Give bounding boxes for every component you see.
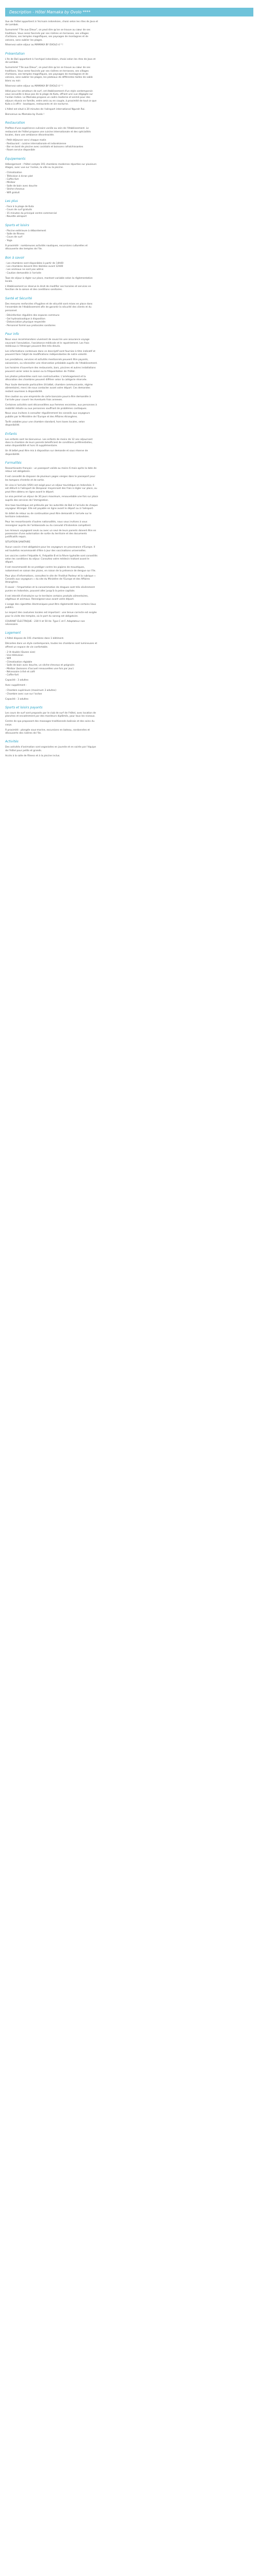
list-item: - Climatisation réglable — [5, 661, 98, 664]
list-item: - Piscine extérieure à débordement — [5, 230, 98, 233]
paragraph: Nous vous invitons à consulter régulièrement les conseils aux voyageurs publiés par le Ministère de l'Europe et des Affaires étrangères. — [5, 412, 90, 418]
list-item: - Salle de bain avec douche — [5, 185, 98, 188]
list-item: - Distanciation physique respectée — [5, 321, 98, 324]
list-item: - Caution demandée à l'arrivée — [5, 272, 98, 275]
paragraph: Les enfants sont les bienvenus. Les enfants de moins de 12 ans séjournant dans la chambre de leurs parents bénéficient de conditions préférentielles, selon disponibilité et hors lit supplémentaire. — [5, 438, 93, 448]
list-item: - Chambre avec vue sur l'océan — [5, 693, 98, 696]
paragraph: Surnommé "l'île aux Dieux", on peut dire qu'on se trouve au cœur de ses traditions. Vous serez fascinés par ses rizières en terrasses, ses villages d'artisans, ses temples magnifiques, ses paysages de montagnes et de volcans, sans oublier les plages, les plateaux de différentes tailles de sable blanc ou noir. — [5, 66, 93, 82]
paragraph: À proximité : plongée sous-marine, excursions en bateau, randonnées et découverte des rizières de l'île. — [5, 728, 90, 735]
list-item: - Une télévision — [5, 654, 98, 657]
list-item: - Minibar — [5, 181, 98, 184]
list-item: - Coffre-fort — [5, 674, 98, 677]
list-item: - 2 lit double (Queen size) — [5, 651, 98, 654]
list-item: - Restaurant : cuisine internationale et indonésienne — [5, 143, 98, 146]
paragraph: À proximité : nombreuses activités nautiques, excursions culturelles et découverte des temples de l'île. — [5, 244, 88, 251]
list-item: - Cours de surf gratuits — [5, 209, 98, 212]
paragraph: SITUATION SANITAIRE — [5, 541, 30, 544]
bullet-list — [5, 689, 98, 696]
list-item: - Face à la plage de Kuta — [5, 206, 98, 209]
paragraph: Les horaires d'ouverture des restaurants, bars, piscines et autres installations peuvent varier selon la saison ou la fréquentation de l'hôtel. — [5, 367, 96, 373]
paragraph: Il est conseillé de disposer de plusieurs pages vierges dans le passeport pour les tampons d'entrée et de sortie. — [5, 476, 95, 482]
paragraph: Bienvenue au Mamaka by Ovolo ! — [5, 113, 44, 116]
paragraph: Vue de l'hôtel appartient à l'écrivain indonésien, choisi selon les rites de Java et de Lombok. — [5, 21, 98, 27]
list-item: - Salle de fitness — [5, 233, 98, 236]
section — [5, 432, 98, 457]
list-item: - Nécessaire à thé et café — [5, 671, 98, 674]
paragraph: COURANT ÉLECTRIQUE : 230 V et 50 Hz. Type C et F. Adaptateur non nécessaire. — [5, 620, 85, 626]
list-item: - 15 minutes du principal centre commercial — [5, 212, 98, 215]
section-heading: Enfants — [5, 432, 17, 436]
paragraph: Un billet de retour ou de continuation peut être demandé à l'arrivée sur le territoire indonésien. — [5, 513, 92, 519]
bullet-list — [5, 139, 98, 152]
paragraph: L'hôtel est situé à 20 minutes de l'aéroport international Ngurah Rai. — [5, 108, 86, 111]
bullet-list — [5, 230, 98, 243]
paragraph: Réservez votre séjour au MAMAKA BY OVOLO 4 * ! — [5, 44, 63, 47]
list-item: - Yoga — [5, 240, 98, 243]
paragraph: À savoir : l'importation et la consommation de drogues sont très sévèrement punies en Indonésie, pouvant aller jusqu'à la peine capitale. — [5, 586, 95, 592]
paragraph: Les informations contenues dans ce descriptif sont fournies à titre indicatif et peuvent faire l'objet de modifications indépendantes de notre volonté. — [5, 350, 95, 357]
section-heading: Pour info — [5, 332, 19, 336]
paragraph: Les prestations, services et activités mentionnés peuvent être payants, saisonniers, ou nécessiter une réservation préalable auprès de l'établissement. — [5, 359, 98, 365]
section-heading: Équipements — [5, 157, 26, 161]
section-heading: Bon à savoir — [5, 256, 25, 260]
section — [5, 461, 98, 626]
list-item: - Climatisation — [5, 172, 98, 175]
paragraph: Taxe de séjour à régler sur place, montant variable selon la réglementation locale. — [5, 277, 93, 283]
list-item: - Les chambres doivent être libérées avant 12h00 — [5, 265, 98, 268]
list-item: - Minibar (boissons d'accueil renouvelées une fois par jour) — [5, 668, 98, 671]
bullet-list — [5, 651, 98, 677]
paragraph: Aucun vaccin n'est obligatoire pour les voyageurs en provenance d'Europe. Il est toutefois recommandé d'être à jour des vaccinations universelles. — [5, 546, 95, 552]
paragraph: Il est interdit d'introduire sur le territoire certains produits alimentaires, végétaux et animaux. Renseignez-vous avant votre départ. — [5, 595, 89, 601]
paragraph: L'usage des cigarettes électroniques peut être réglementé dans certains lieux publics. — [5, 603, 96, 609]
list-item: - Wifi — [5, 657, 98, 660]
bullet-list — [5, 206, 98, 219]
paragraph: Capacité : 3 adultes — [5, 679, 29, 682]
list-item: - Télévision à écran plat — [5, 175, 98, 178]
paragraph: L'établissement se réserve le droit de modifier ses horaires et services en fonction de la saison et des conditions sanitaires. — [5, 285, 91, 292]
paragraph: Décorées dans un style contemporain, toutes les chambres sont lumineuses et offrent un espace de vie confortable. — [5, 642, 98, 649]
paragraph: Certaines activités sont déconseillées aux femmes enceintes, aux personnes à mobilité réduite ou aux personnes souffrant de problèmes cardiaques. — [5, 404, 97, 410]
paragraph: Pour toute demande particulière (lit bébé, chambre communicante, régime alimentaire), merci de nous contacter avant votre départ. Ces demandes restent soumises à disponibilité. — [5, 384, 93, 393]
section — [5, 199, 98, 219]
paragraph: L'île de Bali appartient à l'archipel indonésien, choisi selon les rites de Java et de Lombok. — [5, 58, 96, 64]
section-heading: Logement — [5, 631, 21, 635]
list-item: - Petit-déjeuner servi chaque matin — [5, 139, 98, 142]
list-item: - Sèche-cheveux — [5, 188, 98, 191]
section-heading: Restauration — [5, 121, 25, 125]
paragraph: Des mesures renforcées d'hygiène et de sécurité sont mises en place dans l'ensemble de l'établissement afin de garantir la sécurité des clients et du personnel. — [5, 302, 93, 312]
bullet-list — [5, 262, 98, 276]
paragraph: Pour plus d'informations, consultez le site de l'Institut Pasteur et la rubrique « Conseils aux voyageurs » du site du Ministère de l'Europe et des Affaires étrangères. — [5, 574, 96, 584]
paragraph: L'hôtel dispose de 191 chambres dans 1 bâtiment. — [5, 637, 64, 640]
list-item: - Les chambres sont disponibles à partir de 14h00 — [5, 262, 98, 265]
list-item: - Personnel formé aux protocoles sanitaires — [5, 325, 98, 328]
paragraph: Nous vous recommandons vivement de souscrire une assurance voyage couvrant l'annulation, l'assistance médicale et le rapatriement. Les frais médicaux à l'étranger peuvent être très élevés. — [5, 338, 90, 348]
paragraph: Le respect des coutumes locales est important : une tenue correcte est exigée pour la visite des temples, où le port du sarong est obligatoire. — [5, 612, 97, 618]
paragraph: Profitez d'une expérience culinaire variée au sein de l'établissement. Le restaurant de l'hôtel propose une cuisine internationale et des spécialités locales, dans une ambiance décontractée. — [5, 127, 91, 137]
paragraph: Tarifs valables pour une chambre standard, hors taxes locales, selon disponibilité. — [5, 420, 85, 427]
section — [5, 706, 98, 735]
paragraph: Les photos présentées sont non contractuelles. L'aménagement et la décoration des chambres peuvent différer selon la catégorie réservée. — [5, 375, 87, 382]
section-heading: Activités — [5, 740, 19, 744]
paragraph: Un lit bébé peut être mis à disposition sur demande et sous réserve de disponibilité. — [5, 450, 88, 456]
list-item: - Cours de surf — [5, 236, 98, 239]
section — [5, 631, 98, 701]
paragraph: Avec supplément : — [5, 684, 27, 687]
section — [5, 157, 98, 195]
page-title-bar — [5, 8, 253, 16]
list-item: - Room service disponible — [5, 149, 98, 152]
section — [5, 52, 98, 117]
bullet-list — [5, 314, 98, 328]
paragraph: Ressortissants français : un passeport valide au moins 6 mois après la date de retour est obligatoire. — [5, 467, 96, 473]
paragraph: Centre de spa proposant des massages traditionnels balinais et des soins du corps. — [5, 720, 94, 726]
paragraph: Réservez votre séjour au MAMAKA BY OVOLO 4 * ! — [5, 84, 63, 88]
paragraph: Le visa permet un séjour de 30 jours maximum, renouvelable une fois sur place auprès des services de l'immigration. — [5, 496, 98, 502]
page-title: Description - Hôtel Mamaka by Ovolo **** — [9, 10, 91, 14]
section-heading: Sports et loisirs payants — [5, 705, 43, 709]
section — [5, 121, 98, 152]
paragraph: Capacité : 3 adultes — [5, 698, 29, 701]
section — [5, 332, 98, 427]
paragraph: Une caution ou une empreinte de carte bancaire pourra être demandée à l'arrivée pour couvrir les éventuels frais annexes. — [5, 395, 91, 402]
paragraph: Les cours de surf sont proposés par le club de surf de l'hôtel, avec location de planches et encadrement par des moniteurs diplômés, pour tous les niveaux. — [5, 711, 96, 718]
paragraph: Des activités d'animation sont organisées en journée et en soirée par l'équipe de l'hôtel pour petits et grands. — [5, 746, 96, 752]
section — [5, 256, 98, 292]
section-heading: Sports et loisirs — [5, 223, 29, 227]
section — [5, 21, 98, 47]
paragraph: Pour les ressortissants d'autres nationalités, nous vous invitons à vous renseigner auprès de l'ambassade ou du consulat d'Indonésie compétent. — [5, 521, 91, 527]
list-item: - Navette aéroport — [5, 215, 98, 218]
paragraph: Surnommé "l'île aux Dieux", on peut dire qu'on se trouve au cœur de ses traditions. Vous serez fascinés par ses rizières en terrasses, ses villages d'artisans, ses temples magnifiques, ses paysages de montagnes et de volcans, sans oublier les plages. — [5, 29, 90, 42]
paragraph: Idéal pour les amateurs de surf, cet établissement d'un style contemporain vous accueille à deux pas de la plage de Kuta, offrant une vue dégagée sur l'océan Indien. Le Mamaka propose un cadre moderne et animé pour des séjours réussis en famille, entre amis ou en couple, à proximité de tout ce que Kuta a à offrir : boutiques, restaurants et vie nocturne. — [5, 90, 96, 106]
section — [5, 740, 98, 758]
list-item: - Les animaux ne sont pas admis — [5, 268, 98, 272]
list-item: - Coffre-fort — [5, 178, 98, 181]
description-content — [5, 16, 98, 758]
list-item: - Désinfection régulière des espaces communs — [5, 314, 98, 317]
paragraph: Il est recommandé de se protéger contre les piqûres de moustiques, notamment en saison des pluies, en raison de la présence de dengue sur l'île. — [5, 566, 96, 572]
page — [0, 0, 258, 758]
list-item: - Wifi gratuit — [5, 192, 98, 195]
list-item: - Gel hydroalcoolique à disposition — [5, 318, 98, 321]
section-heading: Santé et Sécurité — [5, 296, 32, 300]
paragraph: Une taxe touristique est prélevée par les autorités de Bali à l'arrivée de chaque voyageur étranger. Elle est payable en ligne avant le départ ou à l'aéroport. — [5, 504, 98, 511]
paragraph: Les mineurs voyageant seuls ou avec un seul de leurs parents doivent être en possession d'une autorisation de sortie du territoire et des documents justificatifs requis. — [5, 529, 96, 539]
paragraph: Les vaccins contre l'hépatite A, l'hépatite B et la fièvre typhoïde sont conseillés selon les conditions du séjour. Consultez votre médecin traitant avant le départ. — [5, 554, 98, 564]
paragraph: Accès à la salle de fitness et à la piscine inclus. — [5, 754, 60, 757]
section — [5, 297, 98, 328]
bullet-list — [5, 172, 98, 195]
list-item: - Chambre supérieure (maximum 3 adultes) — [5, 689, 98, 692]
section-heading: Les plus — [5, 199, 18, 203]
list-item: - Bar en bord de piscine avec cocktails et boissons rafraîchissantes — [5, 146, 98, 149]
section — [5, 224, 98, 251]
paragraph: Hébergement : l'hôtel compte 191 chambres modernes réparties sur plusieurs étages, avec vue sur l'océan, la ville ou la piscine. — [5, 163, 97, 170]
section-heading: Présentation — [5, 52, 25, 56]
section-heading: Formalités — [5, 461, 22, 465]
list-item: - Salle de bain avec douche, un sèche-cheveux et peignoirs — [5, 664, 98, 667]
paragraph: Un visa à l'arrivée (VOA) est exigé pour un séjour touristique en Indonésie. Il est délivré à l'aéroport de Denpasar moyennant des frais à régler sur place, ou peut être obtenu en ligne avant le départ. — [5, 484, 98, 494]
